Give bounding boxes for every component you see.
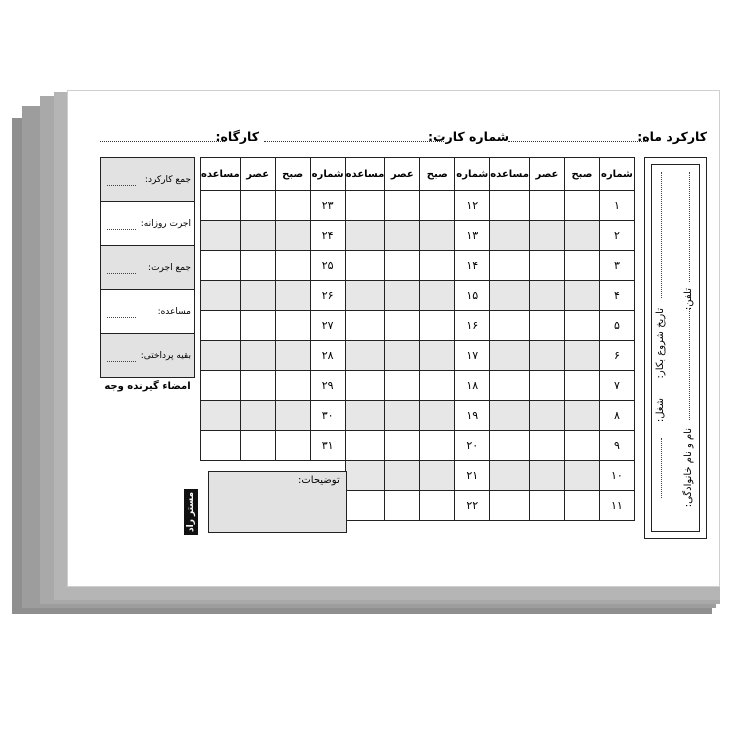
day-number: ۲۷ [310,311,345,341]
entry-cell[interactable] [201,191,241,221]
entry-cell[interactable] [345,461,385,491]
phone-label: تلفن: [683,288,694,311]
entry-cell[interactable] [345,371,385,401]
day-number: ۸ [599,401,634,431]
month-label: کارکرد ماه: [637,129,707,144]
day-number: ۳۱ [310,431,345,461]
entry-cell[interactable] [490,311,530,341]
entry-cell[interactable] [529,311,564,341]
day-number: ۱۵ [455,281,490,311]
table-row [201,431,635,461]
entry-cell[interactable] [345,341,385,371]
day-number: ۲۹ [310,371,345,401]
entry-cell[interactable] [385,251,420,281]
entry-cell[interactable] [201,281,241,311]
table-header-row [201,158,635,191]
summary-row[interactable] [101,202,194,246]
summary-field[interactable] [107,317,136,318]
day-number: ۹ [599,431,634,461]
summary-field[interactable] [107,361,136,362]
entry-cell[interactable] [529,431,564,461]
entry-cell[interactable] [564,191,599,221]
table-row [201,401,635,431]
day-number: ۶ [599,341,634,371]
entry-cell[interactable] [275,311,310,341]
worksheet-page [67,90,720,587]
entry-cell[interactable] [490,491,530,521]
day-number: ۱۱ [599,491,634,521]
entry-cell[interactable] [564,461,599,491]
day-number: ۴ [599,281,634,311]
signature-label: امضاء گیرنده وجه [104,381,191,392]
summary-label: جمع اجرت: [148,263,191,273]
personal-info-panel [644,157,707,539]
entry-cell[interactable] [564,341,599,371]
day-number: ۲۰ [455,431,490,461]
summary-label: جمع کارکرد: [144,175,191,185]
name-field[interactable] [689,308,690,420]
column-header: صبح [564,158,599,191]
entry-cell[interactable] [490,281,530,311]
entry-cell[interactable] [529,221,564,251]
entry-cell[interactable] [345,281,385,311]
entry-cell[interactable] [564,491,599,521]
summary-row[interactable] [101,158,194,202]
entry-cell[interactable] [564,221,599,251]
entry-cell[interactable] [345,401,385,431]
day-number: ۲۲ [455,491,490,521]
entry-cell[interactable] [385,341,420,371]
entry-cell[interactable] [420,401,455,431]
column-header: مساعده [201,158,241,191]
entry-cell[interactable] [529,251,564,281]
entry-cell[interactable] [490,461,530,491]
entry-cell[interactable] [275,401,310,431]
entry-cell[interactable] [490,251,530,281]
entry-cell[interactable] [529,461,564,491]
start-date-label: تاریخ شروع بکار: [655,308,666,379]
summary-box [100,157,195,378]
entry-cell[interactable] [240,191,275,221]
entry-cell[interactable] [564,251,599,281]
entry-cell[interactable] [240,371,275,401]
entry-cell[interactable] [529,191,564,221]
entry-cell[interactable] [345,431,385,461]
entry-cell[interactable] [385,431,420,461]
entry-cell[interactable] [345,311,385,341]
entry-cell[interactable] [385,191,420,221]
column-header: شماره [310,158,345,191]
entry-cell[interactable] [385,221,420,251]
summary-label: بقیه پرداختی: [140,351,191,361]
entry-cell[interactable] [490,191,530,221]
notes-label: توضیحات: [298,475,340,486]
column-header: مساعده [490,158,530,191]
entry-cell[interactable] [201,341,241,371]
entry-cell[interactable] [529,401,564,431]
day-number: ۲۵ [310,251,345,281]
entry-cell[interactable] [564,311,599,341]
entry-cell[interactable] [529,341,564,371]
job-label: شغل: [655,398,666,423]
day-number: ۳ [599,251,634,281]
summary-row[interactable] [101,290,194,334]
day-number: ۱۹ [455,401,490,431]
entry-cell[interactable] [201,401,241,431]
attendance-table [200,157,635,521]
day-number: ۲۱ [455,461,490,491]
phone-field[interactable] [689,172,690,282]
day-number: ۲۴ [310,221,345,251]
column-header: مساعده [345,158,385,191]
column-header: عصر [385,158,420,191]
day-number: ۱۸ [455,371,490,401]
entry-cell[interactable] [529,491,564,521]
month-field[interactable] [508,141,648,142]
entry-cell[interactable] [490,371,530,401]
column-header: عصر [240,158,275,191]
table-row [201,341,635,371]
entry-cell[interactable] [201,221,241,251]
entry-cell[interactable] [275,371,310,401]
entry-cell[interactable] [385,401,420,431]
card-number-field[interactable] [264,141,444,142]
entry-cell[interactable] [201,431,241,461]
entry-cell[interactable] [275,341,310,371]
entry-cell[interactable] [345,251,385,281]
entry-cell[interactable] [240,251,275,281]
entry-cell[interactable] [529,281,564,311]
job-field[interactable] [661,438,662,498]
summary-label: اجرت روزانه: [140,219,191,229]
entry-cell[interactable] [240,341,275,371]
entry-cell[interactable] [490,341,530,371]
entry-cell[interactable] [564,401,599,431]
day-number: ۱۰ [599,461,634,491]
day-number: ۲۶ [310,281,345,311]
workshop-label: کارگاه: [215,129,259,144]
entry-cell[interactable] [240,431,275,461]
entry-cell[interactable] [564,281,599,311]
entry-cell[interactable] [240,221,275,251]
entry-cell[interactable] [490,431,530,461]
day-number: ۲۳ [310,191,345,221]
entry-cell[interactable] [240,311,275,341]
entry-cell[interactable] [201,371,241,401]
table-row [201,251,635,281]
column-header: عصر [529,158,564,191]
entry-cell[interactable] [275,431,310,461]
table-row [201,311,635,341]
table-row [201,281,635,311]
column-header: صبح [275,158,310,191]
entry-cell[interactable] [345,221,385,251]
entry-cell[interactable] [201,311,241,341]
entry-cell[interactable] [385,281,420,311]
day-number: ۳۰ [310,401,345,431]
summary-row[interactable] [101,334,194,377]
summary-label: مساعده: [157,307,191,317]
entry-cell[interactable] [420,281,455,311]
entry-cell[interactable] [275,221,310,251]
day-number: ۱ [599,191,634,221]
day-number: ۵ [599,311,634,341]
summary-field[interactable] [107,185,136,186]
summary-row[interactable] [101,246,194,290]
entry-cell[interactable] [420,221,455,251]
day-number: ۲ [599,221,634,251]
day-number: ۱۶ [455,311,490,341]
brand-tag: مستر راد [184,489,198,535]
column-header: شماره [455,158,490,191]
day-number: ۱۳ [455,221,490,251]
column-header: صبح [420,158,455,191]
entry-cell[interactable] [275,281,310,311]
entry-cell[interactable] [564,431,599,461]
table-row [201,371,635,401]
entry-cell[interactable] [420,371,455,401]
name-label: نام و نام خانوادگی: [683,428,694,508]
start-date-field[interactable] [661,172,662,298]
table-row [201,221,635,251]
entry-cell[interactable] [345,491,385,521]
entry-cell[interactable] [420,341,455,371]
entry-cell[interactable] [490,221,530,251]
entry-cell[interactable] [385,371,420,401]
entry-cell[interactable] [345,191,385,221]
entry-cell[interactable] [490,401,530,431]
day-number: ۱۷ [455,341,490,371]
day-number: ۱۴ [455,251,490,281]
entry-cell[interactable] [275,251,310,281]
entry-cell[interactable] [240,401,275,431]
day-number: ۷ [599,371,634,401]
summary-field[interactable] [107,273,136,274]
table-row [201,191,635,221]
day-number: ۱۲ [455,191,490,221]
entry-cell[interactable] [240,281,275,311]
entry-cell[interactable] [385,311,420,341]
entry-cell[interactable] [275,191,310,221]
entry-cell[interactable] [564,371,599,401]
entry-cell[interactable] [420,191,455,221]
card-number-label: شماره کارت: [427,129,509,144]
entry-cell[interactable] [529,371,564,401]
entry-cell[interactable] [420,311,455,341]
entry-cell[interactable] [385,461,420,491]
entry-cell[interactable] [385,491,420,521]
entry-cell[interactable] [420,251,455,281]
column-header: شماره [599,158,634,191]
entry-cell[interactable] [201,251,241,281]
entry-cell[interactable] [420,491,455,521]
summary-field[interactable] [107,229,136,230]
day-number: ۲۸ [310,341,345,371]
workshop-field[interactable] [100,141,225,142]
entry-cell[interactable] [420,431,455,461]
entry-cell[interactable] [420,461,455,491]
